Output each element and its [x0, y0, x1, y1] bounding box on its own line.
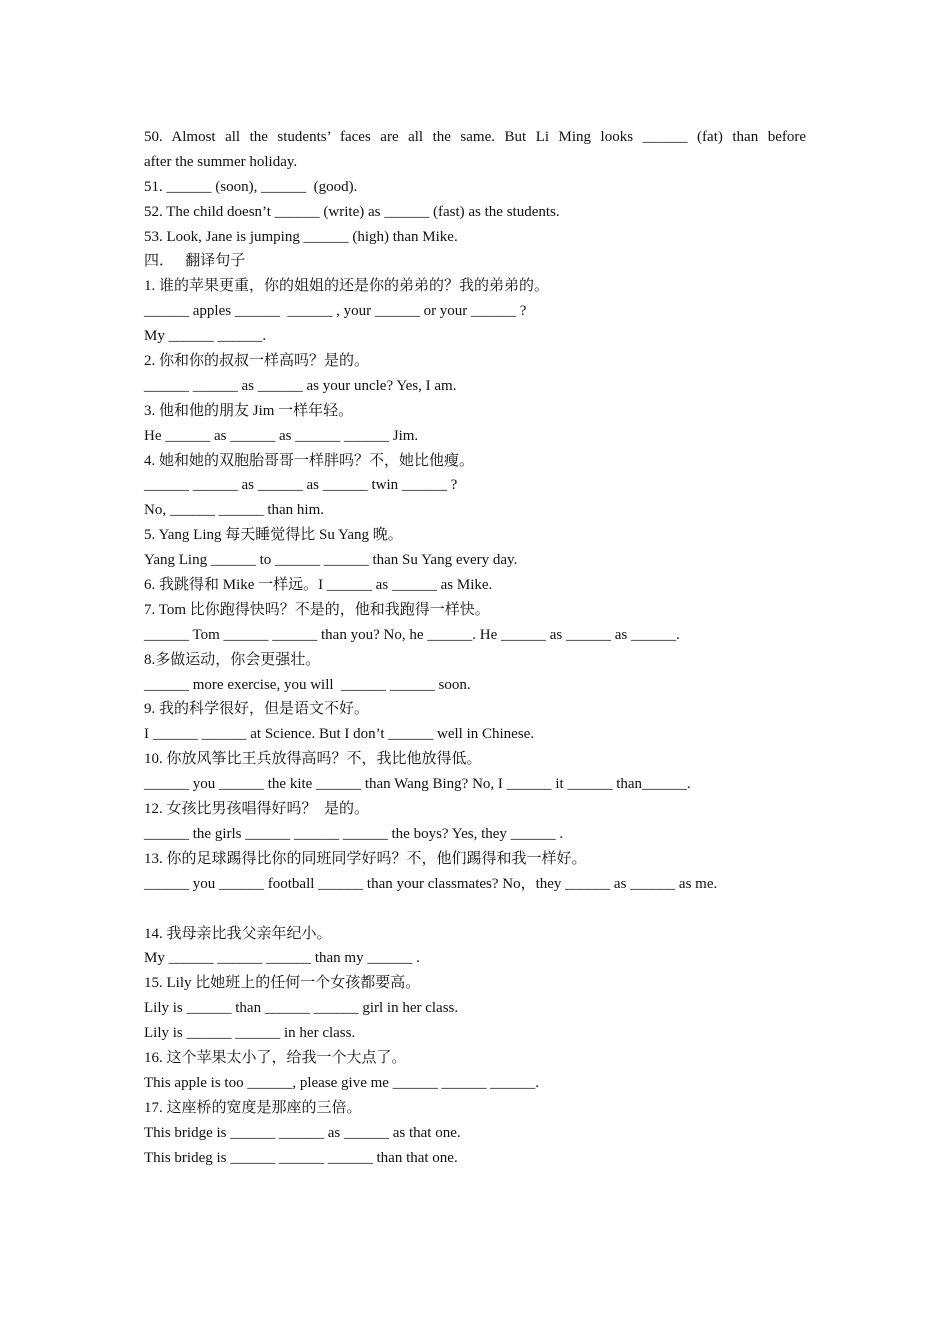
translate-15-answer-2: Lily is ______ ______ in her class.: [144, 1025, 356, 1042]
translate-12-prompt: 12. 女孩比男孩唱得好吗？ 是的。: [144, 801, 370, 818]
translate-4-answer-2: No, ______ ______ than him.: [144, 502, 324, 519]
translate-3-prompt: 3. 他和他的朋友 Jim 一样年轻。: [144, 402, 354, 419]
translate-13-prompt: 13. 你的足球踢得比你的同班同学好吗？不，他们踢得和我一样好。: [144, 850, 587, 867]
translate-16-answer: This apple is too ______, please give me ______ ______ ______.: [144, 1074, 539, 1091]
translate-17-answer-2: This brideg is ______ ______ ______ than that one.: [144, 1149, 458, 1166]
translate-13-answer: ______ you ______ football ______ than your classmates? No，they ______ as ______ as me.: [144, 875, 718, 892]
translate-4-answer-1: ______ ______ as ______ as ______ twin ______ ?: [144, 477, 458, 494]
translate-14-prompt: 14. 我母亲比我父亲年纪小。: [144, 925, 332, 942]
translate-2-prompt: 2. 你和你的叔叔一样高吗？是的。: [144, 353, 370, 370]
question-50-line-1: 50. Almost all the students’ faces are all the same. But Li Ming looks ______ (fat) than before: [144, 129, 806, 145]
translate-4-prompt: 4. 她和她的双胞胎哥哥一样胖吗？不，她比他瘦。: [144, 452, 475, 469]
question-52: 52. The child doesn’t ______ (write) as ______ (fast) as the students.: [144, 203, 560, 220]
question-50-line-2: after the summer holiday.: [144, 153, 298, 170]
translate-2-answer: ______ ______ as ______ as your uncle? Yes, I am.: [144, 377, 457, 394]
section-heading-translate: 四． 翻译句子: [144, 253, 246, 270]
translate-1-answer-1: ______ apples ______ ______ , your ______ or your ______ ?: [144, 303, 527, 320]
translate-10-prompt: 10. 你放风筝比王兵放得高吗？不，我比他放得低。: [144, 751, 482, 768]
translate-6: 6. 我跳得和 Mike 一样远。I ______ as ______ as Mike.: [144, 577, 493, 594]
question-53: 53. Look, Jane is jumping ______ (high) than Mike.: [144, 228, 458, 245]
translate-14-answer: My ______ ______ ______ than my ______ .: [144, 950, 420, 967]
translate-16-prompt: 16. 这个苹果太小了，给我一个大点了。: [144, 1049, 407, 1066]
translate-9-prompt: 9. 我的科学很好，但是语文不好。: [144, 701, 370, 718]
translate-1-prompt: 1. 谁的苹果更重，你的姐姐的还是你的弟弟的？我的弟弟的。: [144, 278, 550, 295]
translate-9-answer: I ______ ______ at Science. But I don’t ______ well in Chinese.: [144, 726, 535, 743]
question-51: 51. ______ (soon), ______ (good).: [144, 178, 358, 195]
translate-12-answer: ______ the girls ______ ______ ______ the boys? Yes, they ______ .: [144, 825, 564, 842]
translate-7-prompt: 7. Tom 比你跑得快吗？不是的，他和我跑得一样快。: [144, 601, 490, 618]
blank-line: [144, 897, 806, 922]
translate-3-answer: He ______ as ______ as ______ ______ Jim.: [144, 427, 419, 444]
translate-8-prompt: 8.多做运动，你会更强壮。: [144, 651, 321, 668]
translate-17-prompt: 17. 这座桥的宽度是那座的三倍。: [144, 1099, 362, 1116]
translate-10-answer: ______ you ______ the kite ______ than Wang Bing? No, I ______ it ______ than______.: [144, 776, 691, 793]
worksheet-page: [144, 125, 806, 1170]
translate-15-answer-1: Lily is ______ than ______ ______ girl in her class.: [144, 1000, 459, 1017]
translate-5-prompt: 5. Yang Ling 每天睡觉得比 Su Yang 晚。: [144, 527, 403, 544]
translate-5-answer: Yang Ling ______ to ______ ______ than Su Yang every day.: [144, 552, 518, 569]
translate-8-answer: ______ more exercise, you will ______ ______ soon.: [144, 676, 471, 693]
translate-1-answer-2: My ______ ______.: [144, 328, 267, 345]
translate-15-prompt: 15. Lily 比她班上的任何一个女孩都要高。: [144, 975, 421, 992]
translate-17-answer-1: This bridge is ______ ______ as ______ as that one.: [144, 1124, 461, 1141]
translate-7-answer: ______ Tom ______ ______ than you? No, he ______. He ______ as ______ as ______.: [144, 626, 680, 643]
